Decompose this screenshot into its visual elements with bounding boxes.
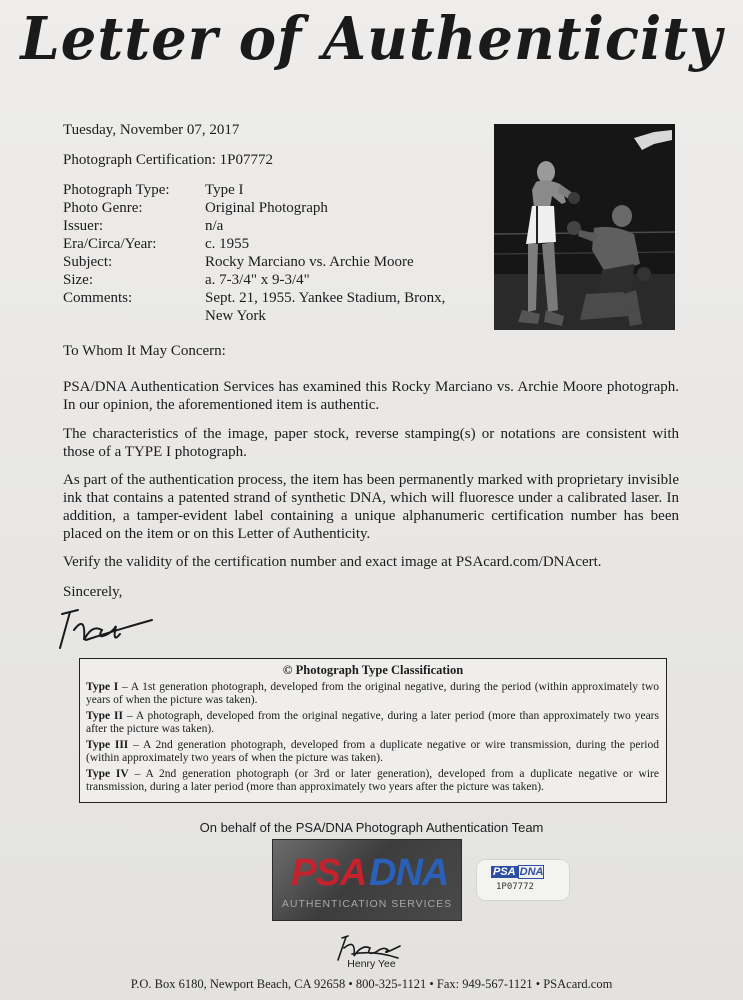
detail-value: n/a xyxy=(205,218,224,234)
classification-type: Type II xyxy=(86,710,123,722)
label-cert-number: 1P07772 xyxy=(496,882,534,892)
detail-row xyxy=(63,199,473,217)
detail-label: Era/Circa/Year: xyxy=(63,236,157,252)
body-paragraph: The characteristics of the image, paper stock, reverse stamping(s) or notations are consistent with those of a TYPE I photograph. xyxy=(63,426,679,460)
signature xyxy=(56,600,156,652)
detail-value: Type I xyxy=(205,182,244,198)
mini-psa-text: PSA xyxy=(493,866,516,878)
verify-paragraph: Verify the validity of the certification number and exact image at PSAcard.com/DNAcert. xyxy=(63,554,602,570)
detail-row xyxy=(63,271,473,289)
boxing-photo-image xyxy=(494,124,675,330)
classification-desc: – A 2nd generation photograph (or 3rd or later generation), developed from a duplicate negative or wire transmission, during a later period (more than approximately two years after the picture was taken). xyxy=(86,768,659,793)
psa-dna-logo xyxy=(272,839,462,921)
classification-item xyxy=(86,710,659,736)
classification-desc: – A 1st generation photograph, developed from the original negative, during the period (within approximately two years of when the picture was taken). xyxy=(86,681,659,706)
classification-box xyxy=(79,658,667,803)
classification-item xyxy=(86,739,659,765)
certification-number: Photograph Certification: 1P07772 xyxy=(63,152,273,168)
mini-dna-text: DNA xyxy=(519,866,544,878)
dna-logo-text: DNA xyxy=(369,852,449,894)
classification-title xyxy=(80,662,666,678)
body-paragraph: As part of the authentication process, the item has been permanently marked with proprietary invisible ink that contains a patented strand of synthetic DNA, which will fluoresce under a calibrated laser. In addition, a tamper-evident label containing a unique alphanumeric certification number has been placed on the item or on this Letter of Authenticity. xyxy=(63,472,679,542)
classification-desc: – A photograph, developed from the original negative, during a later period (more than approximately two years after the picture was taken). xyxy=(86,710,659,735)
detail-label: Photo Genre: xyxy=(63,200,143,216)
detail-row xyxy=(63,253,473,271)
classification-type: Type III xyxy=(86,739,129,751)
detail-value: Rocky Marciano vs. Archie Moore xyxy=(205,254,414,270)
footer-contact: P.O. Box 6180, Newport Beach, CA 92658 • 800-325-1121 • Fax: 949-567-1121 • PSAcard.com xyxy=(130,977,613,991)
boxing-photograph xyxy=(494,124,675,330)
certification-label xyxy=(476,859,570,901)
letter-date: Tuesday, November 07, 2017 xyxy=(63,122,240,138)
detail-label: Comments: xyxy=(63,290,133,306)
detail-row xyxy=(63,181,473,199)
detail-label: Photograph Type: xyxy=(63,182,170,198)
detail-label: Issuer: xyxy=(63,218,103,234)
detail-value: a. 7-3/4" x 9-3/4" xyxy=(205,272,310,288)
body-paragraph: PSA/DNA Authentication Services has examined this Rocky Marciano vs. Archie Moore photograph. In our opinion, the aforementioned item is authentic. xyxy=(63,379,679,413)
detail-value: Sept. 21, 1955. Yankee Stadium, Bronx, New York xyxy=(205,290,446,324)
classification-type: Type I xyxy=(86,681,119,693)
psa-logo-text: PSA xyxy=(291,852,367,894)
behalf-line: On behalf of the PSA/DNA Photograph Authentication Team xyxy=(199,820,544,835)
detail-label: Subject: xyxy=(63,254,113,270)
logo-subtitle: AUTHENTICATION SERVICES xyxy=(281,898,453,910)
classification-type: Type IV xyxy=(86,768,129,780)
detail-row xyxy=(63,289,473,325)
classification-title-text: Photograph Type Classification xyxy=(295,663,464,677)
classification-item xyxy=(86,681,659,707)
classification-item xyxy=(86,768,659,794)
salutation: To Whom It May Concern: xyxy=(63,343,226,359)
details-table xyxy=(63,181,473,325)
detail-row xyxy=(63,235,473,253)
detail-row xyxy=(63,217,473,235)
copyright-icon: © xyxy=(282,662,293,677)
closing: Sincerely, xyxy=(63,584,123,600)
detail-value: c. 1955 xyxy=(205,236,250,252)
psa-dna-mini-logo xyxy=(491,866,551,879)
letter-title: Letter of Authenticity xyxy=(20,4,723,74)
signer-name: Henry Yee xyxy=(347,958,396,970)
detail-value: Original Photograph xyxy=(205,200,328,216)
classification-desc: – A 2nd generation photograph, developed from a duplicate negative or wire transmission, during the period (within approximately two years of when the picture was taken). xyxy=(86,739,660,764)
detail-label: Size: xyxy=(63,272,93,288)
